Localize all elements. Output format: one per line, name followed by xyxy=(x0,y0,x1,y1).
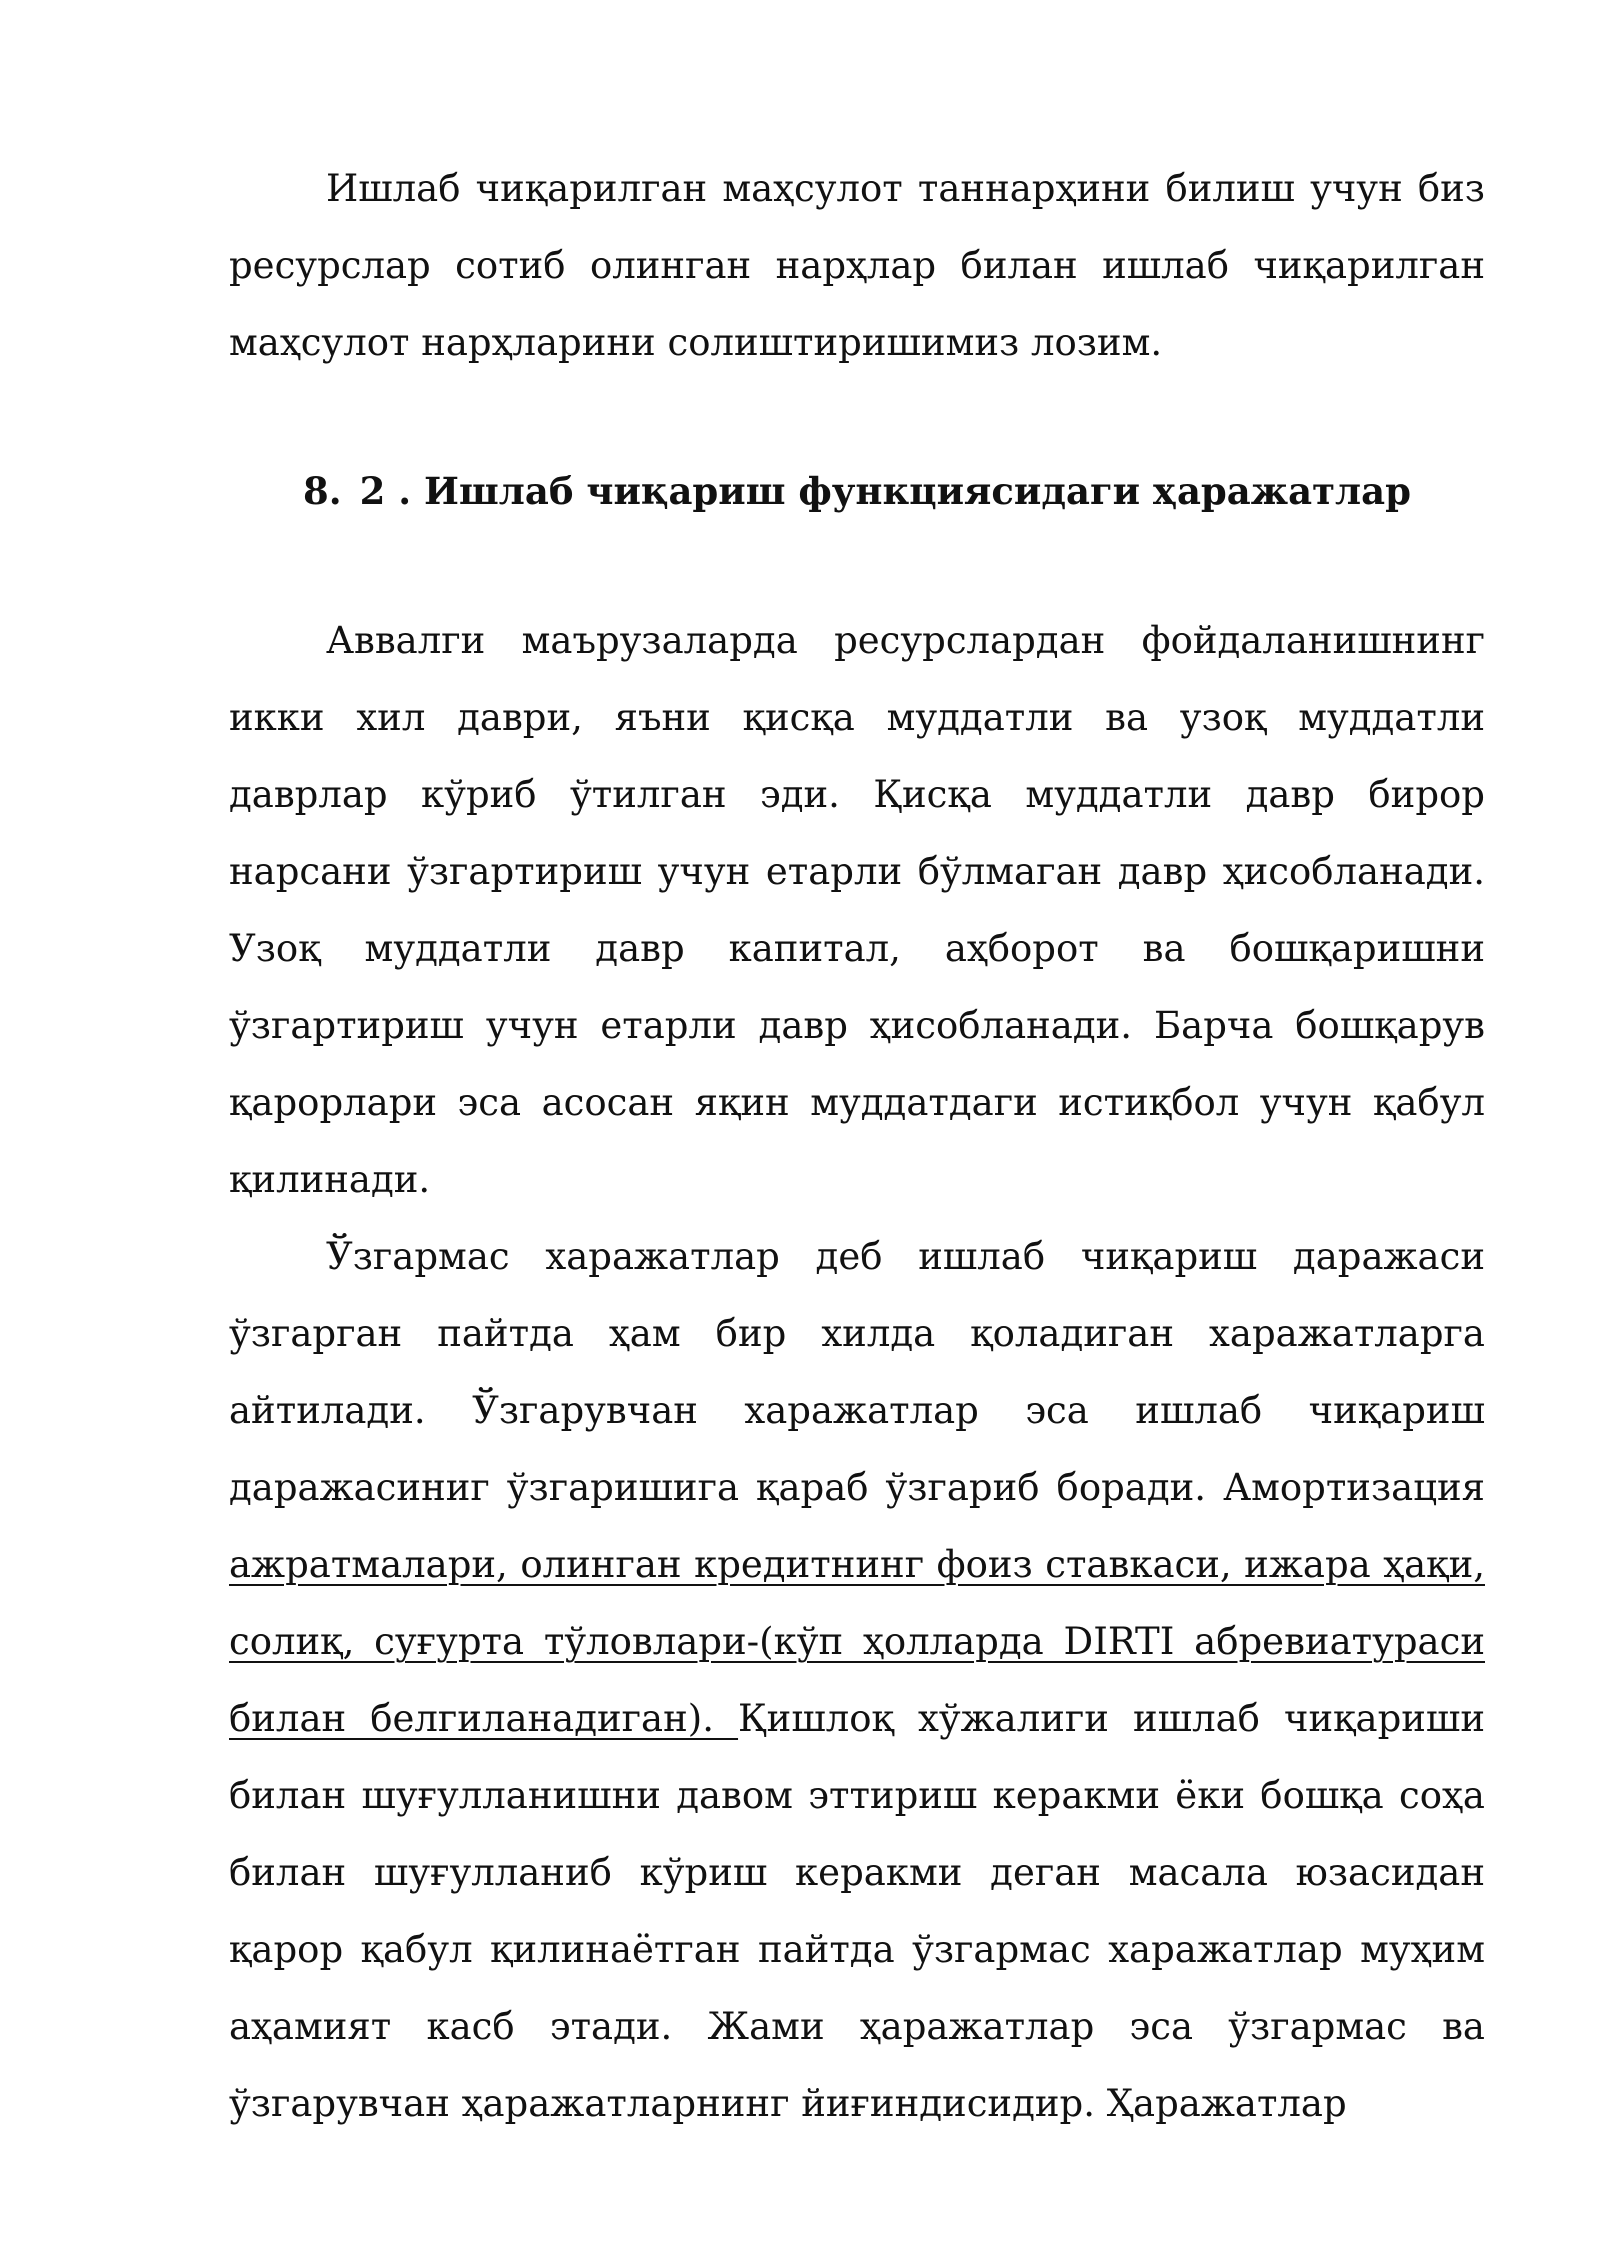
section-number: 8. xyxy=(303,469,342,513)
paragraph-costs-text-2: Қишлоқ хўжалиги ишлаб чиқариши билан шуғулланишни давом эттириш керакми ёки бошқа соҳа билан шуғулланиб кўриш керакми деган масала юзасидан қарор қабул қилинаётган пайтда ўзгармас харажатлар муҳим аҳамият касб этади. Жами ҳаражатлар эса ўзгармас ва ўзгарувчан ҳаражатларнинг йиғиндисидир. Ҳаражатлар xyxy=(229,1697,1485,2125)
underlined-passage: ажратмалари, олинган кредитнинг фоиз ставкаси, ижара ҳақи, солиқ, суғурта тўловлари-(кўп ҳолларда DIRTI абревиатураси билан белгиланадиган). xyxy=(229,1543,1485,1740)
paragraph-intro: Ишлаб чиқарилган маҳсулот таннарҳини билиш учун биз ресурслар сотиб олинган нарҳлар билан ишлаб чиқарилган маҳсулот нарҳларини солиштиришимиз лозим. xyxy=(229,167,1485,364)
paragraph-costs-text-1: Ўзгармас харажатлар деб ишлаб чиқариш даражаси ўзгарган пайтда ҳам бир хилда қоладиган харажатларга айтилади. Ўзгарувчан харажатлар эса ишлаб чиқариш даражасиниг ўзгаришига қараб ўзгариб боради. Амортизация xyxy=(229,1235,1485,1509)
section-heading xyxy=(229,453,1485,530)
paragraph-periods: Аввалги маърузаларда ресурслардан фойдаланишнинг икки хил даври, яъни қисқа муддатли ва узоқ муддатли даврлар кўриб ўтилган эди. Қисқа муддатли давр бирор нарсани ўзгартириш учун етарли бўлмаган давр ҳисобланади. Узоқ муддатли давр капитал, аҳборот ва бошқаришни ўзгартириш учун етарли давр ҳисобланади. Барча бошқарув қарорлари эса асосан яқин муддатдаги истиқбол учун қабул қилинади. xyxy=(229,619,1485,1201)
document-page xyxy=(229,150,1485,2142)
section-title: 2 . Ишлаб чиқариш функциясидаги ҳаражатлар xyxy=(359,469,1411,513)
paragraph-costs xyxy=(229,1218,1485,2142)
